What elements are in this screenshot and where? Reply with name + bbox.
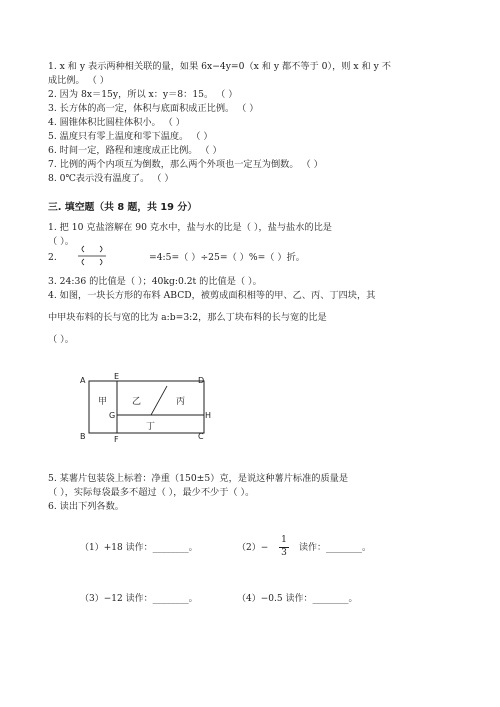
fraction-blank bbox=[66, 243, 138, 269]
label-f: F bbox=[114, 435, 119, 442]
judge-q2: 2. 因为 8x＝15y，所以 x：y＝8：15。 （ ） bbox=[48, 89, 238, 100]
judge-q5: 5. 温度只有零上温度和零下温度。 （ ） bbox=[48, 131, 213, 142]
label-c: C bbox=[198, 432, 204, 441]
reading-2-prefix: （2）− bbox=[237, 543, 269, 553]
reading-3: （3）−12 读作：________。 bbox=[80, 594, 198, 604]
reading-4: （4）−0.5 读作：________。 bbox=[237, 594, 358, 604]
label-e: E bbox=[114, 372, 120, 381]
fill-q5-line1: 5. 某薯片包装袋上标着：净重（150±5）克，是说这种薯片标准的质量是 bbox=[48, 473, 349, 484]
fraction-blank-shape bbox=[66, 243, 138, 269]
fill-q4-line1: 4. 如图，一块长方形的布料 ABCD，被剪成面积相等的甲、乙、丙、丁四块，其 bbox=[48, 290, 376, 301]
label-a: A bbox=[80, 376, 86, 385]
fill-q6: 6. 读出下列各数。 bbox=[48, 501, 124, 512]
judge-q7: 7. 比例的两个内项互为倒数，那么两个外项也一定互为倒数。 （ ） bbox=[48, 159, 323, 170]
fraction-numerator: 1 bbox=[281, 535, 287, 545]
fill-q3: 3. 24:36 的比值是（ ）；40kg:0.2t 的比值是（ ）。 bbox=[48, 276, 262, 287]
fill-q2: =4:5=（ ）÷25=（ ）%=（ ）折。 bbox=[149, 252, 305, 263]
region-jia: 甲 bbox=[98, 397, 108, 407]
section-title: 三. 填空题（共 8 题，共 19 分） bbox=[48, 202, 197, 213]
label-g: G bbox=[109, 411, 116, 420]
region-bing: 丙 bbox=[176, 397, 186, 407]
judge-q8: 8. 0℃表示没有温度了。 （ ） bbox=[48, 173, 174, 184]
fill-q4-line2: 中甲块布料的长与宽的比为 a:b=3:2，那么丁块布料的长与宽的比是 bbox=[48, 312, 327, 323]
judge-q1-line1: 1. x 和 y 表示两种相关联的量，如果 6x−4y=0（x 和 y 都不等于 0），则 x 和 y 不 bbox=[48, 61, 391, 72]
judge-q1-line2: 成比例。 （ ） bbox=[48, 75, 109, 86]
region-ding: 丁 bbox=[146, 422, 156, 432]
fill-q5-line2: （ ），实际每袋最多不超过（ ），最少不少于（ ）。 bbox=[48, 487, 255, 498]
label-h: H bbox=[205, 411, 212, 420]
fill-q1-line2: （ ）。 bbox=[48, 236, 74, 247]
judge-q3: 3. 长方体的高一定，体积与底面积成正比例。 （ ） bbox=[48, 103, 259, 114]
fill-q2-label: 2. bbox=[48, 252, 57, 263]
reading-2-suffix: 读作：________。 bbox=[299, 543, 372, 553]
fraction-denominator: 3 bbox=[281, 548, 287, 558]
slant-line bbox=[151, 386, 167, 415]
region-yi: 乙 bbox=[132, 397, 142, 407]
label-d: D bbox=[198, 376, 205, 385]
fill-q4-line3: （ ）。 bbox=[48, 334, 74, 345]
fabric-diagram bbox=[80, 372, 215, 442]
fill-q1-line1: 1. 把 10 克盐溶解在 90 克水中，盐与水的比是（ ），盐与盐水的比是 bbox=[48, 222, 332, 233]
label-b: B bbox=[80, 432, 86, 441]
judge-q4: 4. 圆锥体积比圆柱体积小。 （ ） bbox=[48, 117, 185, 128]
judge-q6: 6. 时间一定，路程和速度成正比例。 （ ） bbox=[48, 145, 222, 156]
reading-1: （1）+18 读作：________。 bbox=[80, 543, 198, 553]
